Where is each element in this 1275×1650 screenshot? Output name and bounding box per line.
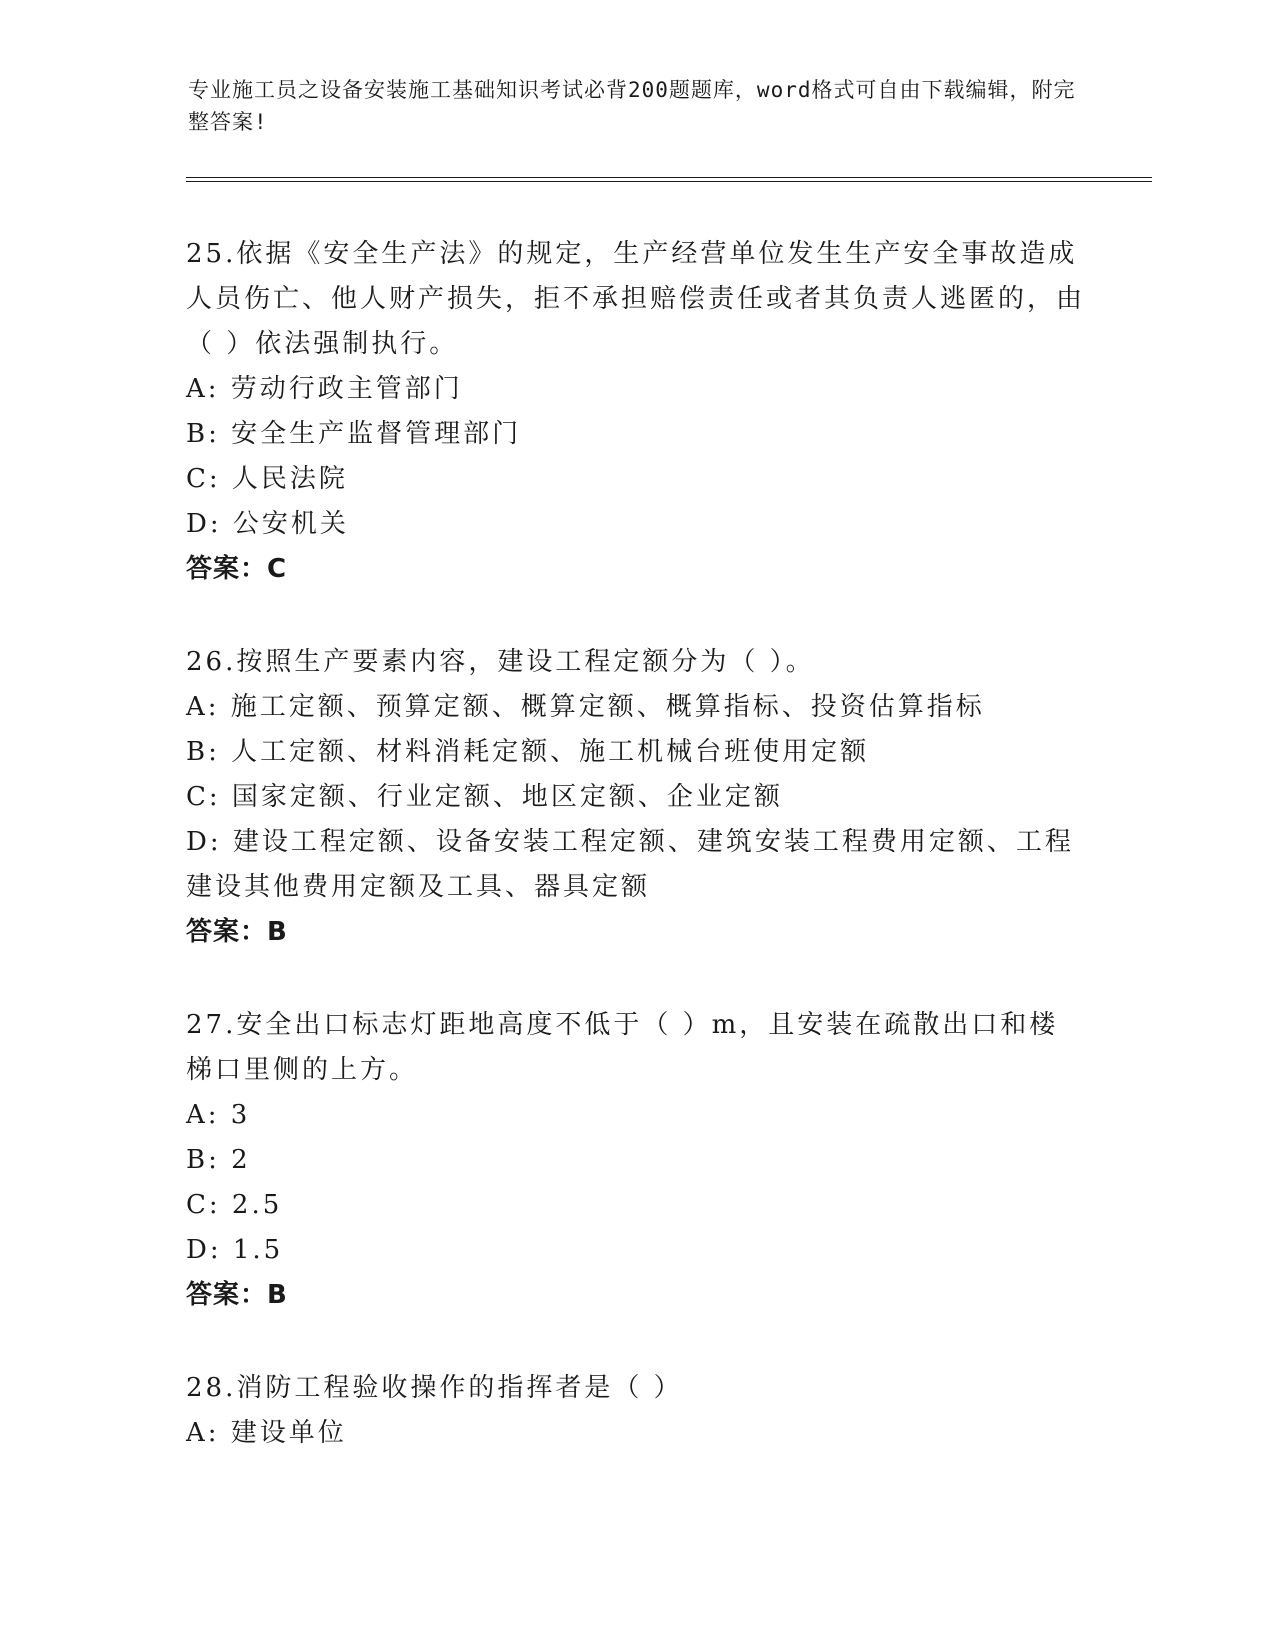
option-a: A: 建设单位: [186, 1418, 347, 1448]
option-d: D: 建设工程定额、设备安装工程定额、建筑安装工程费用定额、工程建设其他费用定额及工具、器具定额: [186, 827, 1074, 902]
answer-line: 答案：B: [186, 1280, 288, 1310]
question-stem: 28.消防工程验收操作的指挥者是（ ）: [186, 1373, 683, 1403]
option-a: A: 3: [186, 1100, 251, 1130]
question-stem: 26.按照生产要素内容，建设工程定额分为（ ）。: [186, 647, 815, 677]
question-item: [186, 640, 1086, 955]
option-b: B: 安全生产监督管理部门: [186, 419, 522, 449]
header-divider: [186, 177, 1152, 182]
option-c: C: 2.5: [186, 1190, 283, 1220]
question-stem: 27.安全出口标志灯距地高度不低于（ ）m，且安装在疏散出口和楼梯口里侧的上方。: [186, 1010, 1059, 1085]
option-a: A: 施工定额、预算定额、概算定额、概算指标、投资估算指标: [186, 692, 985, 722]
question-stem: 25.依据《安全生产法》的规定，生产经营单位发生生产安全事故造成人员伤亡、他人财产损失，拒不承担赔偿责任或者其负责人逃匿的，由（ ）依法强制执行。: [186, 239, 1086, 359]
document-header: 专业施工员之设备安装施工基础知识考试必背200题题库，word格式可自由下载编辑，附完整答案!: [188, 78, 1076, 134]
question-item: [186, 1003, 1086, 1318]
option-c: C: 人民法院: [186, 464, 348, 494]
option-d: D: 公安机关: [186, 509, 349, 539]
answer-line: 答案：C: [186, 554, 288, 584]
option-b: B: 人工定额、材料消耗定额、施工机械台班使用定额: [186, 737, 870, 767]
answer-line: 答案：B: [186, 917, 288, 947]
question-item: [186, 1366, 1086, 1456]
question-list: [186, 232, 1086, 1504]
option-c: C: 国家定额、行业定额、地区定额、企业定额: [186, 782, 783, 812]
option-d: D: 1.5: [186, 1235, 284, 1265]
option-b: B: 2: [186, 1145, 251, 1175]
question-item: [186, 232, 1086, 592]
option-a: A: 劳动行政主管部门: [186, 374, 463, 404]
